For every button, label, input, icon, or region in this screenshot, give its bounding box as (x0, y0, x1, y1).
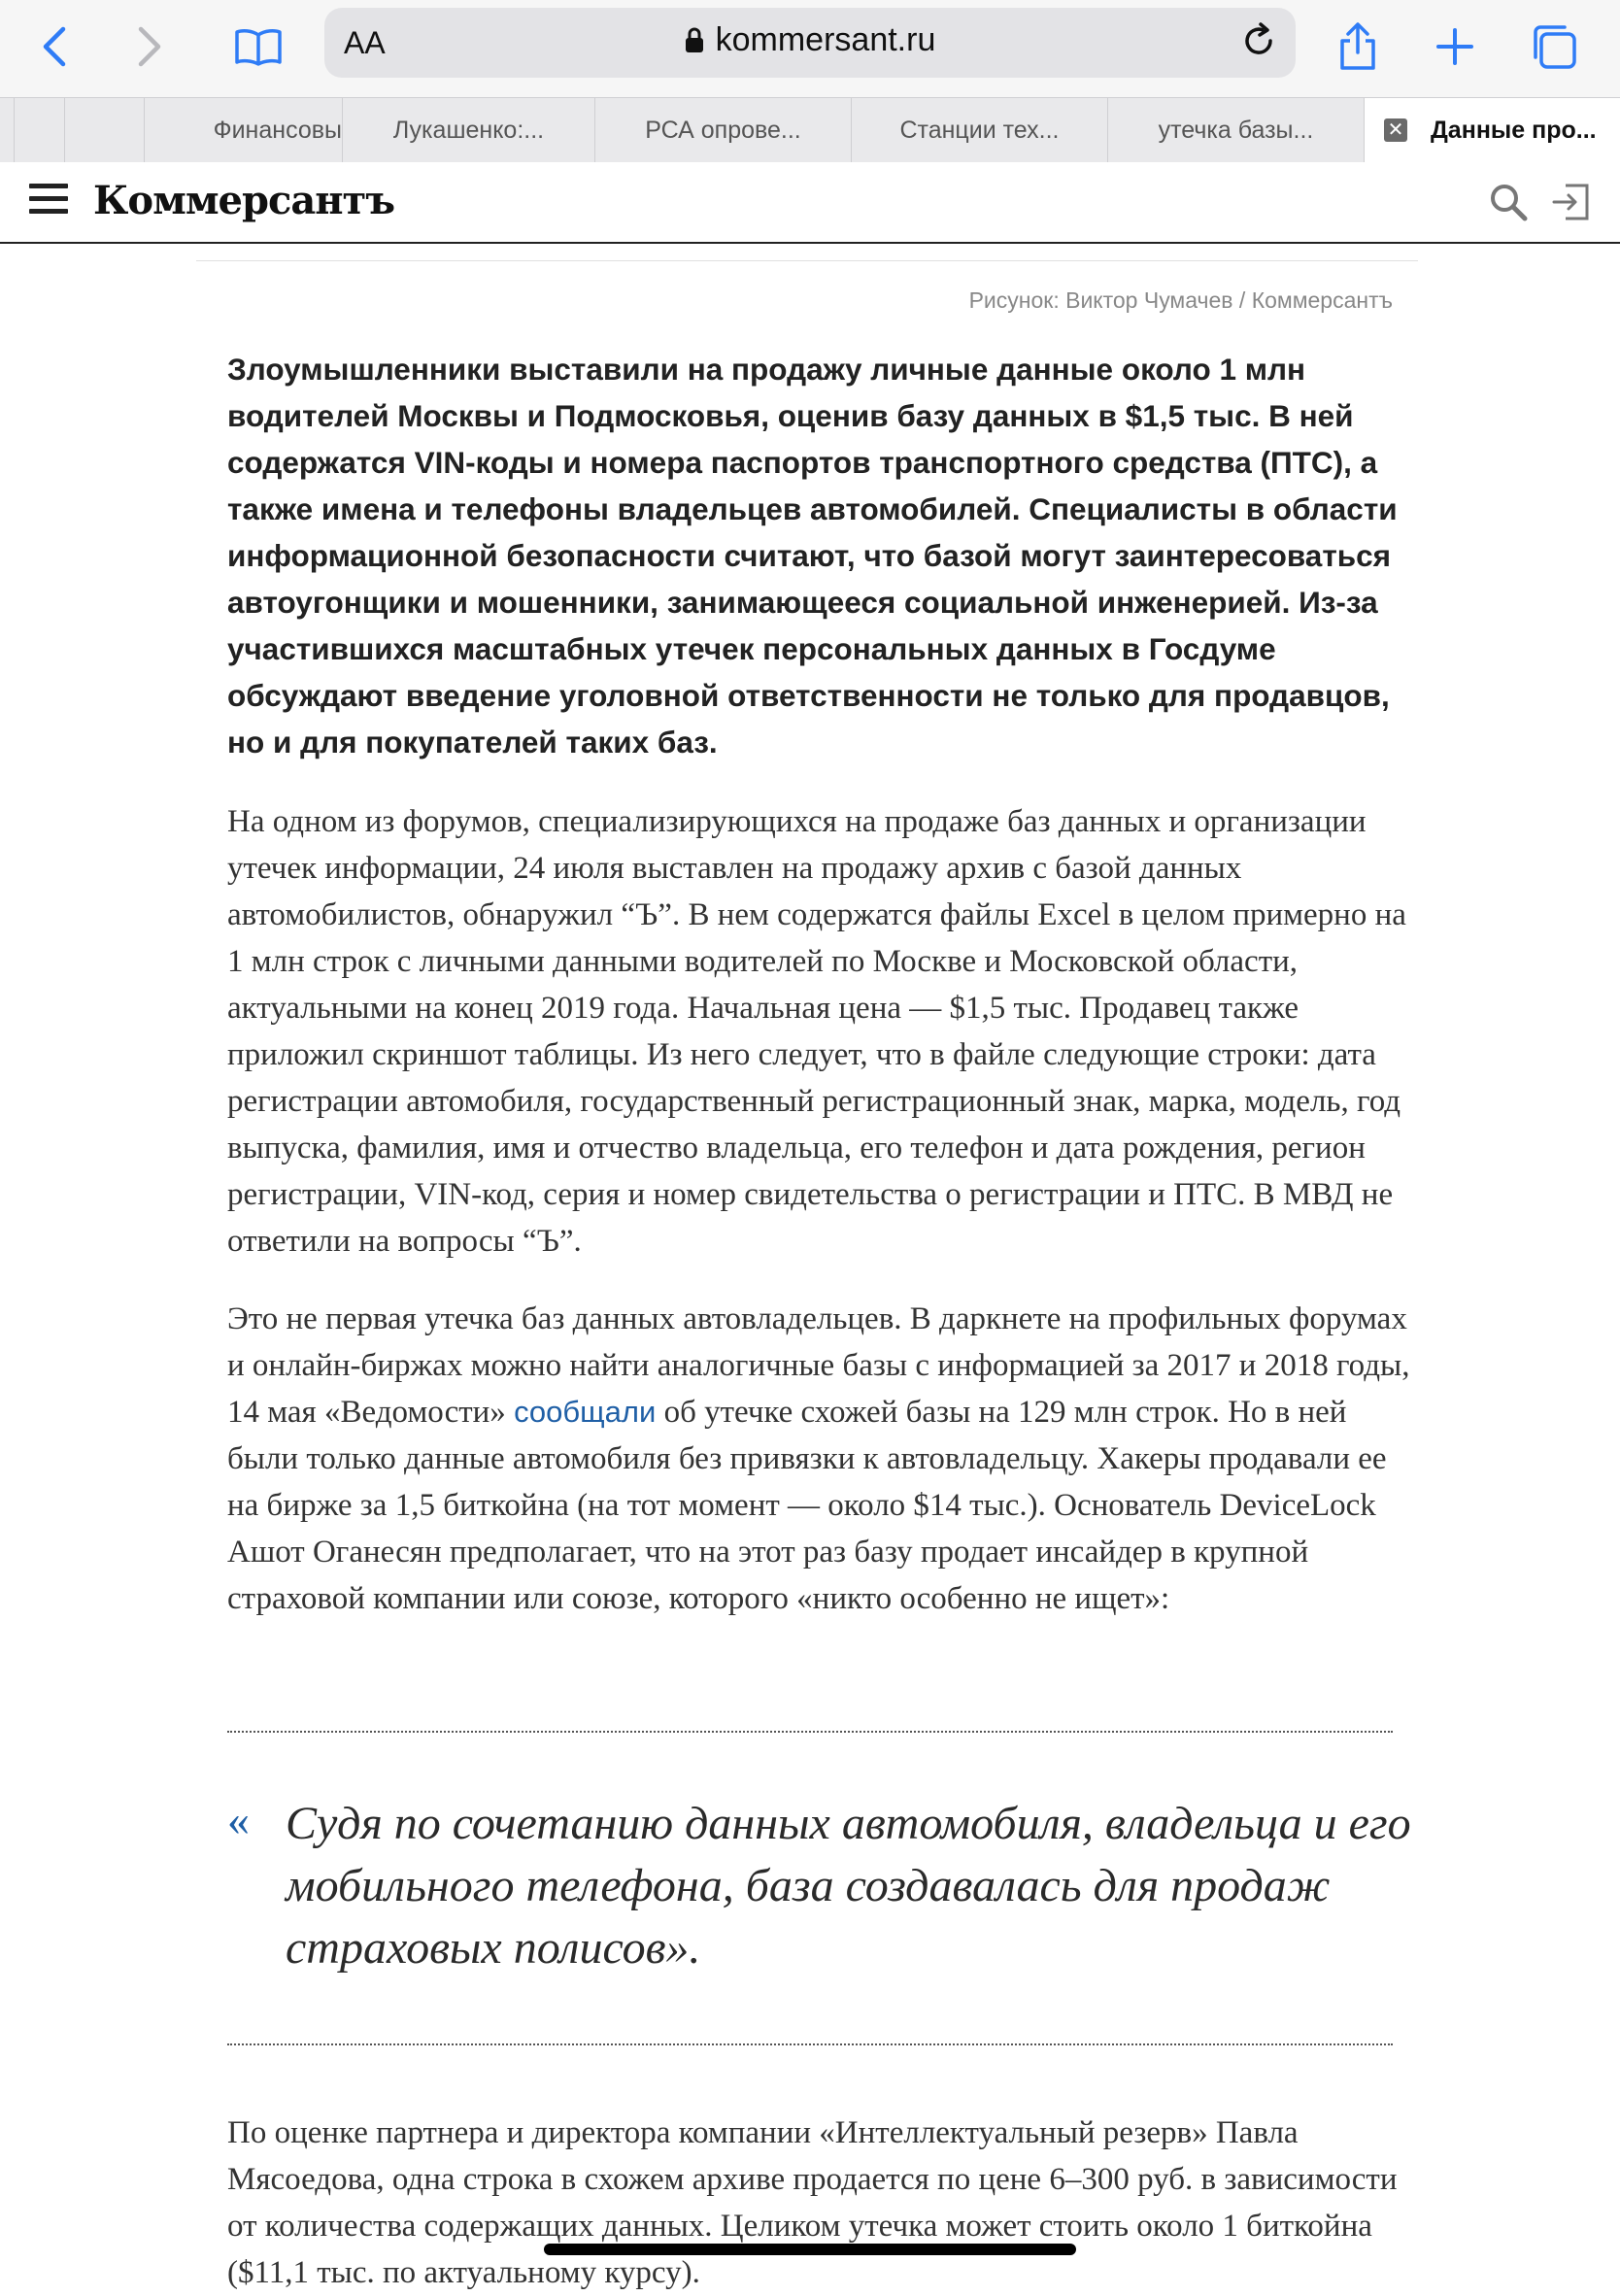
article-lead: Злоумышленники выставили на продажу личные данные около 1 млн водителей Москвы и Подмосковья, оценив базу данных в $1,5 тыс. В ней содержатся VIN-коды и номера паспортов транспортного средства (ПТС), а также имена и телефоны владельцев автомобилей. Специалисты в области информационной безопасности считают, что базой могут заинтересоваться автоугонщики и мошенники, занимающееся социальной инженерией. Из-за участившихся масштабных утечек персональных данных в Госдуме обсуждают введение уголовной ответственности не только для продавцов, но и для покупателей таких баз. (227, 352, 1398, 760)
quote-text: Судя по сочетанию данных автомобиля, владельца и его мобильного телефона, база создавалась для продаж страховых полисов». (286, 1798, 1411, 1974)
tab-label: Лукашенко:... (392, 116, 545, 144)
tab-empty[interactable] (14, 98, 64, 162)
article-paragraph (227, 1296, 1422, 1622)
site-logo[interactable]: Коммерсантъ (93, 178, 394, 223)
menu-icon[interactable] (29, 184, 68, 219)
tab-item[interactable] (144, 98, 342, 162)
tab-item[interactable] (851, 98, 1107, 162)
tab-label: Станции тех... (899, 116, 1060, 144)
forward-icon[interactable] (120, 17, 179, 76)
lock-icon (685, 24, 704, 62)
tab-item[interactable] (342, 98, 594, 162)
search-icon[interactable] (1488, 182, 1529, 227)
image-credit: Рисунок: Виктор Чумачев / Коммерсантъ (968, 287, 1393, 313)
tabs-icon[interactable] (1525, 17, 1583, 76)
home-indicator[interactable] (544, 2244, 1076, 2255)
vedomosti-link[interactable]: сообщали (514, 1395, 657, 1429)
paragraph-text: об утечке схожей базы на 129 млн строк. Но в ней были только данные автомобиля без привязки к автовладельцу. Хакеры продавали ее на бирже за 1,5 биткойна (на тот момент — около $14 тыс.). Основатель DeviceLock Ашот Оганесян предполагает, что на этот раз базу продает инсайдер в крупной страховой компании или союзе, которого «никто особенно не ищет»: (227, 1395, 1387, 1616)
back-icon[interactable] (25, 17, 84, 76)
bookmarks-icon[interactable] (229, 17, 287, 76)
new-tab-icon[interactable] (1426, 17, 1484, 76)
quote-mark-icon: « (227, 1795, 250, 1844)
close-tab-icon[interactable]: ✕ (1384, 118, 1407, 142)
article-paragraph: По оценке партнера и директора компании «Интеллектуальный резерв» Павла Мясоедова, одна строка в схожем архиве продается по цене 6–300 руб. в зависимости от количества содержащих данных. Целиком утечка может стоить около 1 биткойна ($11,1 тыс. по актуальному курсу). (227, 2115, 1398, 2290)
browser-toolbar (0, 0, 1620, 97)
text-size-label: AA (344, 25, 386, 60)
tab-bar (0, 97, 1620, 163)
url-text: kommersant.ru (715, 21, 936, 58)
image-bottom-edge (196, 254, 1418, 261)
pull-quote (227, 1793, 1422, 1979)
paragraph-text: Это не первая утечка баз данных автовладельцев. В даркнете на профильных форумах и онлайн-биржах можно найти аналогичные базы с информацией за 2017 и 2018 годы, 14 мая «Ведомости» (227, 1301, 1410, 1430)
tab-label: РСА опрове... (645, 116, 801, 144)
site-header (0, 162, 1620, 244)
url-display[interactable] (324, 21, 1296, 62)
address-bar[interactable] (324, 8, 1296, 78)
quote-divider-top (227, 1731, 1393, 1733)
quote-divider-bottom (227, 2043, 1393, 2045)
share-icon[interactable] (1329, 17, 1387, 76)
tab-active[interactable] (1364, 98, 1620, 162)
article-paragraph: На одном из форумов, специализирующихся на продаже баз данных и организации утечек информации, 24 июля выставлен на продажу архив с базой данных автомобилистов, обнаружил “Ъ”. В нем содержатся файлы Excel в целом примерно на 1 млн строк с личными данными водителей по Москве и Московской области, актуальными на конец 2019 года. Начальная цена — $1,5 тыс. Продавец также приложил скриншот таблицы. Из него следует, что в файле следующие строки: дата регистрации автомобиля, государственный регистрационный знак, марка, модель, год выпуска, фамилия, имя и отчество владельца, его телефон и дата рождения, регион регистрации, VIN-код, серия и номер свидетельства о регистрации и ПТС. В МВД не ответили на вопросы “Ъ”. (227, 804, 1406, 1259)
tab-empty[interactable] (64, 98, 144, 162)
tab-item[interactable] (594, 98, 851, 162)
tab-label: Финансовы (213, 116, 342, 144)
tab-label: утечка базы... (1158, 116, 1314, 144)
reload-icon[interactable] (1239, 21, 1278, 65)
tab-item[interactable] (1107, 98, 1364, 162)
login-icon[interactable] (1550, 182, 1591, 227)
tab-label: Данные про... (1431, 116, 1597, 144)
